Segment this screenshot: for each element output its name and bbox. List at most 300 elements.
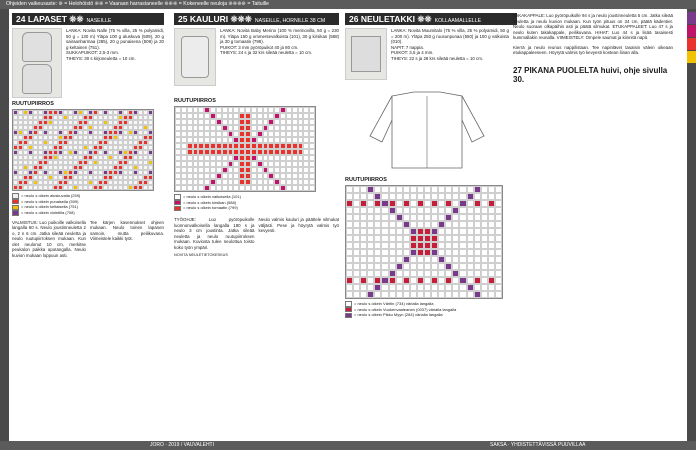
chart-cell	[467, 256, 474, 263]
chart-cell	[360, 263, 367, 270]
instructions-a: TAKAKAPPALE: Luo pyöröpuikolle 94 s ja neulo joustinneuletta 5 cm. Jatka sileää neuletta ja neulo kuvion mukaan. Kun työn pituus on 34 cm, päätä kädentiet. Neulo suoraan olkapäihin asti ja päätä silmukat. ETUKAPPALEET: Luo 47 s ja neulo kuten takakappale, peilikuvana. HIHAT: Luo 44 s ja lisää tasaisesti kummallakin reunalla. VIIMEISTELY: Ompele saumat ja kiinnitä napit.	[513, 13, 673, 40]
chart-cell	[374, 284, 381, 291]
see-also: 27 PIKANA PUOLELTA huivi, ohje sivulla 30.	[513, 65, 668, 84]
chart-cell	[353, 186, 360, 193]
instructions-a: VALMISTUS: Luo puikoille valkoisella langalla 60 s. Neulo joustinneuletta 2 o, 2 n 6 cm. Jatka sileää neuletta ja neulo ruutupiirroksen mukaan. Kun olet neulonut 10 cm, merkitse peukalon paikka aputangalla. Neulo kuvion mukaan loppuun asti.	[12, 219, 86, 258]
chart-cell	[431, 235, 438, 242]
chart-cell	[488, 221, 495, 228]
chart-cell	[467, 200, 474, 207]
chart-cell	[410, 284, 417, 291]
chart-cell	[374, 221, 381, 228]
chart-cell	[424, 193, 431, 200]
pattern-header: 25 KAULURI ❊❊❊ NASEILLE, HORNILLE 38 CM	[174, 13, 339, 25]
chart-cell	[374, 186, 381, 193]
chart-cell	[403, 249, 410, 256]
chart-legend: = neulo s oikein aluskuvalla (259) = neulo s oikein punaisella (509) = neulo s oikein keltaisella (751) = neulo s oikein violetilla (708)	[12, 193, 164, 216]
chart-cell	[481, 270, 488, 277]
chart-cell	[459, 291, 466, 298]
chart-cell	[459, 270, 466, 277]
chart-cell	[346, 242, 353, 249]
chart-cell	[353, 284, 360, 291]
chart-cell	[495, 291, 502, 298]
chart-cell	[445, 228, 452, 235]
chart-cell	[452, 291, 459, 298]
chart-cell	[389, 214, 396, 221]
chart-cell	[381, 214, 388, 221]
chart-cell	[467, 270, 474, 277]
chart-cell	[474, 270, 481, 277]
chart-cell	[481, 242, 488, 249]
chart-cell	[445, 235, 452, 242]
chart-cell	[424, 228, 431, 235]
chart-cell	[495, 207, 502, 214]
gauge: TIHEYS: 30 s kirjoneuletta = 10 cm.	[66, 55, 136, 61]
chart-cell	[459, 249, 466, 256]
chart-cell	[481, 277, 488, 284]
chart-cell	[474, 256, 481, 263]
chart-cell	[403, 200, 410, 207]
chart-cell	[424, 186, 431, 193]
chart-cell	[417, 277, 424, 284]
chart-cell	[396, 284, 403, 291]
chart-cell	[459, 277, 466, 284]
chart-cell	[381, 242, 388, 249]
chart-cell	[445, 193, 452, 200]
chart-cell	[367, 207, 374, 214]
chart-cell	[495, 214, 502, 221]
chart-cell	[438, 270, 445, 277]
chart-cell	[417, 186, 424, 193]
chart-cell	[459, 186, 466, 193]
pattern-24	[12, 13, 164, 438]
chart-cell	[481, 200, 488, 207]
instructions-b: Tee kärjen kavennukset ohjeen mukaan. Neulo toinen lapanen samoin, mutta peilikuvana. Viimeistele kaikki työt.	[90, 219, 164, 242]
chart-cell	[452, 200, 459, 207]
chart-cell	[495, 277, 502, 284]
chart-cell	[410, 186, 417, 193]
chart-cell	[495, 193, 502, 200]
chart-cell	[346, 284, 353, 291]
chart-cell	[431, 214, 438, 221]
tab-marker	[687, 12, 696, 24]
needles: PUIKOT: 3 mm pyöröpuikot 40 ja 80 cm.	[220, 44, 299, 50]
chart-cell	[403, 221, 410, 228]
chart-cell	[488, 200, 495, 207]
tab-marker	[687, 51, 696, 63]
chart-cell	[495, 284, 502, 291]
chart-cell	[360, 249, 367, 256]
chart-cell	[495, 186, 502, 193]
chart-cell	[346, 186, 353, 193]
left-edge	[0, 9, 9, 441]
chart-cell	[410, 291, 417, 298]
chart-cell	[474, 263, 481, 270]
chart-cell	[467, 228, 474, 235]
chart-cell	[452, 186, 459, 193]
chart-cell	[431, 284, 438, 291]
chart-cell	[467, 291, 474, 298]
chart-cell	[396, 221, 403, 228]
chart-cell	[474, 277, 481, 284]
chart-cell	[431, 242, 438, 249]
chart-cell	[403, 256, 410, 263]
chart-cell	[488, 235, 495, 242]
chart-cell	[431, 270, 438, 277]
gauge: TIHEYS: 24 s ja 32 krs sileää neuletta = 10 cm.	[220, 50, 313, 55]
chart-cell	[353, 291, 360, 298]
chart-cell	[488, 207, 495, 214]
footer-right: SAKSA · YHDISTETTÄVISSÄ PUUVILLAA	[490, 442, 586, 448]
chart-cell	[474, 249, 481, 256]
chart-cell	[381, 263, 388, 270]
chart-cell	[403, 291, 410, 298]
chart-cell	[424, 291, 431, 298]
chart-cell	[403, 277, 410, 284]
chart-cell	[353, 207, 360, 214]
chart-cell	[346, 207, 353, 214]
chart-cell	[474, 193, 481, 200]
chart-cell	[410, 235, 417, 242]
chart-cell	[417, 270, 424, 277]
chart-cell	[467, 235, 474, 242]
chart-cell	[389, 277, 396, 284]
chart-cell	[459, 200, 466, 207]
chart-cell	[467, 214, 474, 221]
chart-cell	[360, 291, 367, 298]
chart-cell	[495, 228, 502, 235]
chart-cell	[474, 228, 481, 235]
chart-cell	[452, 242, 459, 249]
chart-cell	[424, 249, 431, 256]
chart-cell	[346, 235, 353, 242]
chart-cell	[445, 242, 452, 249]
chart-cell	[396, 193, 403, 200]
chart-cell	[381, 277, 388, 284]
chart-cell	[424, 270, 431, 277]
chart-cell	[417, 291, 424, 298]
chart-cell	[481, 207, 488, 214]
chart-cell	[353, 263, 360, 270]
chart-cell	[396, 235, 403, 242]
chart-cell	[459, 256, 466, 263]
chart-cell	[346, 193, 353, 200]
chart-cell	[467, 193, 474, 200]
chart-cell	[474, 207, 481, 214]
chart-cell	[481, 256, 488, 263]
chart-cell	[367, 193, 374, 200]
chart-cell	[367, 221, 374, 228]
chart-cell	[438, 221, 445, 228]
chart-cell	[445, 200, 452, 207]
knitting-chart-26	[345, 185, 503, 299]
chart-cell	[381, 291, 388, 298]
chart-cell	[389, 291, 396, 298]
instructions-a: TYÖOHJE: Luo pyöröpuikolle luonnonvalkoisella langalla 180 s ja neulo 3 cm joustinta. Jatka sileää neuletta ja neulo ruutupiirroksen mukaan. Kuviosta tulee neulottua toisto koko työn ympäri.	[174, 217, 255, 250]
chart-cell	[367, 277, 374, 284]
chart-cell	[367, 270, 374, 277]
chart-cell	[467, 277, 474, 284]
chart-cell	[474, 186, 481, 193]
chart-cell	[417, 256, 424, 263]
chart-cell	[431, 200, 438, 207]
chart-cell	[459, 284, 466, 291]
chart-cell	[410, 221, 417, 228]
chart-cell	[396, 277, 403, 284]
chart-cell	[353, 249, 360, 256]
chart-cell	[467, 284, 474, 291]
chart-cell	[396, 228, 403, 235]
chart-cell	[367, 228, 374, 235]
chart-cell	[481, 249, 488, 256]
chart-cell	[381, 256, 388, 263]
chart-cell	[452, 221, 459, 228]
chart-cell	[452, 228, 459, 235]
chart-cell	[410, 200, 417, 207]
chart-cell	[367, 200, 374, 207]
chart-cell	[353, 193, 360, 200]
chart-cell	[417, 214, 424, 221]
chart-cell	[389, 235, 396, 242]
chart-cell	[431, 186, 438, 193]
chart-cell	[410, 214, 417, 221]
chart-cell	[403, 186, 410, 193]
chart-cell	[481, 193, 488, 200]
chart-cell	[410, 207, 417, 214]
chart-cell	[389, 186, 396, 193]
chart-cell	[459, 214, 466, 221]
chart-cell	[445, 221, 452, 228]
chart-cell	[367, 256, 374, 263]
chart-cell	[360, 221, 367, 228]
chart-cell	[396, 242, 403, 249]
chart-cell	[459, 221, 466, 228]
chart-cell	[445, 249, 452, 256]
chart-cell	[410, 277, 417, 284]
chart-cell	[438, 193, 445, 200]
chart-cell	[445, 186, 452, 193]
chart-cell	[488, 249, 495, 256]
chart-cell	[488, 263, 495, 270]
chart-cell	[389, 249, 396, 256]
chart-cell	[346, 270, 353, 277]
chart-cell	[403, 242, 410, 249]
chart-cell	[396, 270, 403, 277]
chart-cell	[396, 249, 403, 256]
chart-cell	[381, 270, 388, 277]
chart-cell	[353, 270, 360, 277]
mittens-photo	[12, 28, 62, 98]
chart-cell	[452, 270, 459, 277]
chart-cell	[495, 221, 502, 228]
chart-cell	[481, 186, 488, 193]
chart-cell	[417, 263, 424, 270]
chart-cell	[353, 228, 360, 235]
chart-cell	[431, 193, 438, 200]
footer-credit: NOVITA NEULETIETOKESKUS	[174, 253, 228, 258]
materials: LANKA: Novita Nalle (75 % villa, 25 % polyamidi, 50 g = 130 m) Yläpa 100 g aluskuva (509), 20 g sairaanharmaa (285), 20 g punaisena (509) ja 20 g keltainen (751).	[66, 28, 164, 50]
chart-cell	[488, 291, 495, 298]
chart-cell	[403, 228, 410, 235]
chart-cell	[381, 207, 388, 214]
chart-cell	[467, 186, 474, 193]
cowl-photo	[174, 28, 216, 86]
chart-cell	[410, 256, 417, 263]
chart-cell	[488, 284, 495, 291]
chart-cell	[374, 207, 381, 214]
chart-cell	[410, 228, 417, 235]
chart-cell	[438, 256, 445, 263]
chart-cell	[467, 207, 474, 214]
materials: LANKA: Novita Muumitalo (75 % villa, 25 % polyamidi, 50 g = 200 m). Yläpa 250 g ruusunpunaa (550) ja 100 g valkoista (010).	[391, 28, 509, 44]
chart-cell	[481, 235, 488, 242]
chart-cell	[459, 207, 466, 214]
chart-cell	[346, 256, 353, 263]
buttons: NAPIT: 7 nappia.	[391, 44, 424, 50]
chart-cell	[452, 214, 459, 221]
chart-cell	[353, 277, 360, 284]
chart-cell	[431, 256, 438, 263]
chart-cell	[424, 242, 431, 249]
chart-cell	[438, 186, 445, 193]
pattern-header: 26 NEULETAKKI ❊❊ KOLLAAMALLELLE	[345, 13, 517, 25]
chart-cell	[396, 263, 403, 270]
chart-cell	[381, 221, 388, 228]
chart-cell	[488, 193, 495, 200]
chart-cell	[389, 284, 396, 291]
chart-cell	[481, 291, 488, 298]
chart-cell	[367, 284, 374, 291]
chart-cell	[403, 214, 410, 221]
chart-legend: = neulo s oikein Väritin (734) värialla langalla = neulo s oikein Vuokenvaaleanen (0037) värialla langalla = neulo s oikein Pikku Myyn (284) värialla langalla	[345, 301, 509, 318]
chart-cell	[374, 256, 381, 263]
knitting-chart-24	[12, 109, 154, 191]
chart-cell	[353, 214, 360, 221]
chart-cell	[495, 249, 502, 256]
chart-cell	[381, 249, 388, 256]
chart-cell	[417, 207, 424, 214]
needles: PUIKOT: 3,5 ja 4 mm.	[391, 50, 434, 55]
chart-cell	[396, 200, 403, 207]
chart-cell	[459, 263, 466, 270]
chart-cell	[381, 200, 388, 207]
chart-cell	[367, 249, 374, 256]
chart-cell	[417, 242, 424, 249]
chart-cell	[309, 185, 315, 191]
chart-cell	[389, 207, 396, 214]
chart-cell	[445, 277, 452, 284]
chart-cell	[381, 284, 388, 291]
chart-cell	[389, 193, 396, 200]
chart-cell	[353, 221, 360, 228]
chart-cell	[360, 207, 367, 214]
chart-label: RUUTUPIIRROS	[12, 101, 54, 107]
chart-cell	[431, 291, 438, 298]
chart-cell	[424, 277, 431, 284]
chart-cell	[417, 193, 424, 200]
chart-cell	[495, 263, 502, 270]
chart-cell	[389, 263, 396, 270]
chart-cell	[381, 228, 388, 235]
chart-cell	[389, 270, 396, 277]
chart-cell	[474, 291, 481, 298]
chart-cell	[381, 235, 388, 242]
chart-cell	[374, 193, 381, 200]
top-bar: Ohjeiden vaikeusaste: ❊ = Helohöistö ❊❊ = Vaaraan harrastaneelle ❊❊❊ = Kokeneelle neuloja ❊❊❊❊ = Taituille	[0, 0, 696, 9]
chart-cell	[438, 263, 445, 270]
chart-cell	[495, 200, 502, 207]
chart-cell	[481, 263, 488, 270]
chart-label: RUUTUPIIRROS	[345, 177, 387, 183]
chart-cell	[467, 242, 474, 249]
materials: LANKA: Novita Baby Merino (100 % merinovilla, 50 g = 230 m). Yläpa 150 g ommentevalkoista (101), 30 g kirsikan (588) ja 30 g tomaatin (799).	[220, 28, 339, 44]
chart-cell	[410, 263, 417, 270]
chart-cell	[474, 214, 481, 221]
schematic	[345, 84, 509, 174]
chart-cell	[452, 277, 459, 284]
chart-cell	[452, 284, 459, 291]
chart-cell	[381, 193, 388, 200]
chart-cell	[445, 263, 452, 270]
chart-cell	[488, 186, 495, 193]
knitting-chart-25	[174, 106, 316, 192]
chart-cell	[353, 200, 360, 207]
chart-cell	[431, 249, 438, 256]
chart-cell	[438, 284, 445, 291]
chart-cell	[403, 193, 410, 200]
chart-cell	[346, 263, 353, 270]
chart-cell	[474, 242, 481, 249]
chart-cell	[488, 214, 495, 221]
chart-cell	[431, 277, 438, 284]
chart-cell	[148, 185, 153, 190]
chart-cell	[360, 235, 367, 242]
chart-cell	[438, 242, 445, 249]
chart-cell	[424, 263, 431, 270]
chart-cell	[360, 200, 367, 207]
cardigan-photo	[345, 28, 387, 80]
tab-marker	[687, 25, 696, 37]
chart-cell	[360, 256, 367, 263]
chart-cell	[495, 270, 502, 277]
chart-cell	[424, 221, 431, 228]
chart-cell	[438, 277, 445, 284]
chart-cell	[438, 200, 445, 207]
chart-cell	[452, 263, 459, 270]
chart-cell	[403, 263, 410, 270]
chart-cell	[452, 235, 459, 242]
chart-cell	[467, 249, 474, 256]
chart-cell	[424, 256, 431, 263]
chart-legend: = neulo s oikein valkoisella (101) = neulo s oikein kirsikan (588) = neulo s oikein tomaatin (799)	[174, 194, 339, 211]
chart-cell	[459, 235, 466, 242]
right-edge	[687, 9, 696, 441]
chart-cell	[445, 214, 452, 221]
pattern-25	[174, 13, 339, 438]
chart-cell	[488, 242, 495, 249]
chart-cell	[481, 221, 488, 228]
chart-cell	[374, 263, 381, 270]
chart-cell	[488, 270, 495, 277]
chart-cell	[374, 200, 381, 207]
gauge: TIHEYS: 22 s ja 28 krs sileää neuletta = 10 cm.	[391, 55, 484, 61]
chart-cell	[452, 249, 459, 256]
chart-cell	[389, 200, 396, 207]
chart-cell	[438, 207, 445, 214]
chart-cell	[360, 186, 367, 193]
chart-cell	[438, 214, 445, 221]
chart-cell	[424, 200, 431, 207]
chart-cell	[459, 228, 466, 235]
